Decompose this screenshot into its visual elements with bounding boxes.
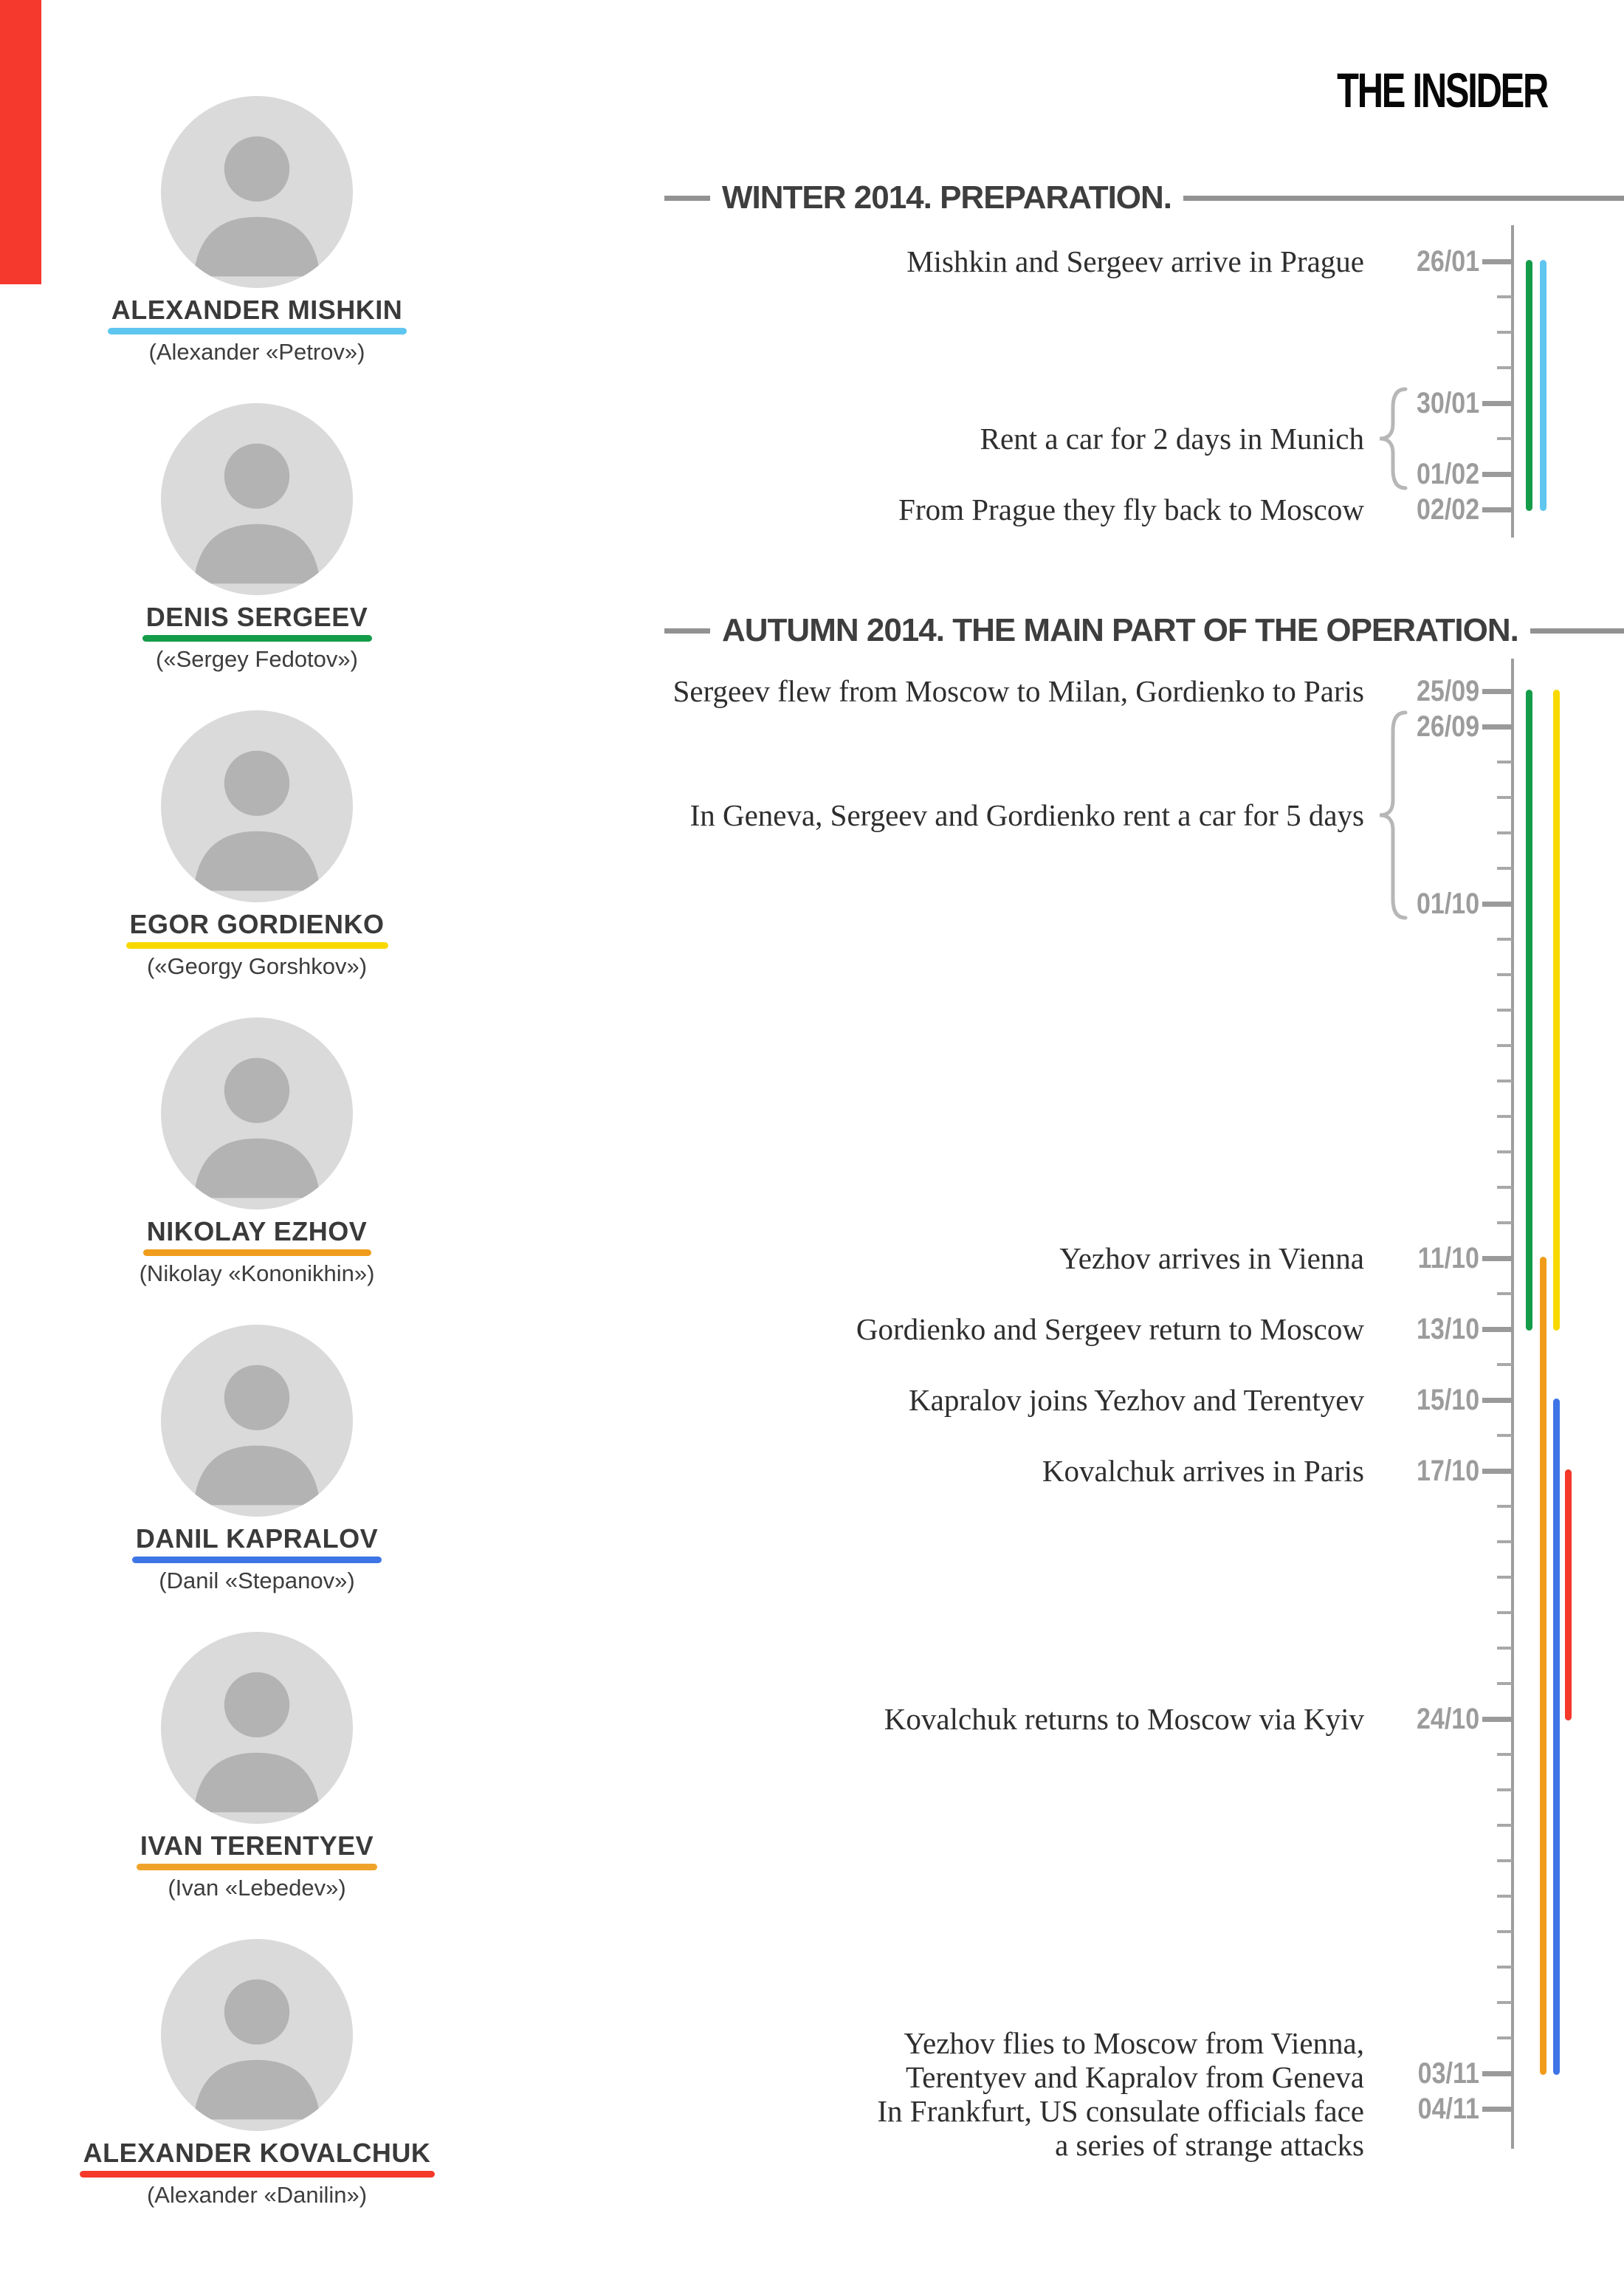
person-silhouette-icon [161, 1017, 353, 1209]
person-name: NIKOLAY EZHOV [146, 1216, 368, 1246]
date-label: 04/11 [1417, 2093, 1479, 2125]
brace-icon [1377, 387, 1408, 490]
person-alias: («Sergey Fedotov») [156, 646, 358, 672]
person-card [65, 96, 449, 367]
event-label-line: a series of strange attacks [1055, 2128, 1364, 2162]
person-underline [80, 2171, 435, 2178]
day-tick [1497, 938, 1513, 941]
person-photo [161, 1017, 353, 1209]
date-tick [1482, 472, 1513, 477]
person-alias: («Georgy Gorshkov») [146, 953, 368, 979]
date-tick [1482, 401, 1513, 406]
date-tick [1482, 1256, 1513, 1261]
person-silhouette-icon [161, 403, 353, 595]
person-underline [108, 328, 407, 334]
person-alias: (Nikolay «Kononikhin») [139, 1260, 375, 1286]
person-card [65, 403, 449, 674]
date-label: 13/10 [1416, 1313, 1479, 1345]
day-tick [1497, 796, 1513, 799]
day-tick [1497, 1150, 1513, 1153]
event-label [626, 798, 1364, 832]
event-label [626, 493, 1364, 526]
timeline-axis [1511, 659, 1514, 2149]
date-label: 26/01 [1416, 245, 1479, 278]
person-underline [142, 635, 372, 642]
day-tick [1497, 1753, 1513, 1756]
event-label-line: Kovalchuk returns to Moscow via Kyiv [884, 1702, 1364, 1736]
day-tick [1497, 831, 1513, 834]
timeline-axis [1511, 225, 1514, 538]
day-tick [1497, 331, 1513, 334]
the-insider-logo: THE INSIDER [1337, 63, 1547, 117]
header-rule-left [664, 196, 710, 201]
event-label-line: Gordienko and Sergeev return to Moscow [856, 1312, 1364, 1346]
person-name: ALEXANDER MISHKIN [111, 295, 403, 325]
day-tick [1497, 366, 1513, 369]
day-tick [1497, 2036, 1513, 2039]
date-tick [1482, 1717, 1513, 1722]
day-tick [1497, 973, 1513, 976]
person-name: IVAN TERENTYEV [140, 1830, 374, 1861]
person-underline [126, 942, 388, 949]
event-label-line: Sergeev flew from Moscow to Milan, Gordienko to Paris [672, 674, 1364, 708]
person-name: DENIS SERGEEV [145, 602, 368, 632]
person-card [65, 710, 449, 981]
date-tick [1482, 2071, 1513, 2076]
day-tick [1497, 1186, 1513, 1189]
event-label [626, 674, 1364, 708]
person-alias: (Alexander «Petrov») [148, 339, 365, 365]
person-alias: (Danil «Stepanov») [159, 1568, 355, 1593]
person-card [65, 1632, 449, 1903]
presence-bar [1540, 260, 1546, 511]
person-alias: (Alexander «Danilin») [146, 2182, 368, 2208]
day-tick [1497, 1363, 1513, 1366]
day-tick [1497, 761, 1513, 763]
event-label-line: From Prague they fly back to Moscow [898, 493, 1364, 526]
event-label-line: Mishkin and Sergeev arrive in Prague [906, 244, 1364, 278]
person-name: EGOR GORDIENKO [129, 909, 385, 939]
day-tick [1497, 1682, 1513, 1685]
event-label [626, 1383, 1364, 1417]
day-tick [1497, 1576, 1513, 1579]
person-alias: (Ivan «Lebedev») [168, 1875, 346, 1901]
person-silhouette-icon [161, 1632, 353, 1824]
event-label [626, 1454, 1364, 1488]
date-label: 30/01 [1416, 387, 1479, 419]
person-underline [137, 1864, 377, 1870]
event-label-line: Terentyev and Kapralov from Geneva [906, 2060, 1364, 2094]
day-tick [1497, 1115, 1513, 1118]
day-tick [1497, 2001, 1513, 2004]
presence-bar [1553, 1399, 1560, 2075]
section-title-winter: WINTER 2014. PREPARATION. [722, 179, 1172, 216]
presence-bar [1553, 690, 1560, 1331]
event-label-line: Kapralov joins Yezhov and Terentyev [909, 1383, 1364, 1417]
left-accent-bar [0, 0, 41, 284]
date-label: 01/10 [1416, 888, 1479, 920]
event-label [626, 1241, 1364, 1275]
date-label: 26/09 [1416, 710, 1479, 743]
day-tick [1497, 1611, 1513, 1614]
day-tick [1497, 1930, 1513, 1933]
person-name: DANIL KAPRALOV [135, 1523, 379, 1554]
day-tick [1497, 1895, 1513, 1898]
day-tick [1497, 867, 1513, 870]
person-silhouette-icon [161, 1325, 353, 1517]
date-label: 02/02 [1416, 493, 1479, 526]
date-label: 11/10 [1417, 1242, 1479, 1274]
presence-bar [1565, 1469, 1572, 1720]
date-tick [1482, 1398, 1513, 1403]
day-tick [1497, 1080, 1513, 1082]
header-rule-right [1530, 628, 1624, 634]
event-label [626, 422, 1364, 456]
event-label-line: Rent a car for 2 days in Munich [980, 422, 1364, 456]
person-silhouette-icon [161, 1939, 353, 2131]
date-label: 24/10 [1416, 1703, 1479, 1735]
event-label [626, 1702, 1364, 1736]
person-card [65, 1939, 449, 2210]
day-tick [1497, 1859, 1513, 1862]
event-label [626, 1312, 1364, 1346]
person-photo [161, 96, 353, 288]
date-label: 15/10 [1416, 1384, 1479, 1416]
date-tick [1482, 2107, 1513, 2112]
day-tick [1497, 1009, 1513, 1012]
presence-bar [1526, 260, 1532, 511]
event-label-line: Yezhov arrives in Vienna [1059, 1241, 1364, 1275]
date-label: 03/11 [1417, 2057, 1479, 2090]
day-tick [1497, 1966, 1513, 1969]
date-label: 01/02 [1416, 458, 1479, 490]
day-tick [1497, 1292, 1513, 1295]
date-tick [1482, 507, 1513, 512]
person-photo [161, 710, 353, 902]
day-tick [1497, 295, 1513, 298]
day-tick [1497, 1434, 1513, 1437]
person-name: ALEXANDER KOVALCHUK [83, 2138, 431, 2168]
date-tick [1482, 259, 1513, 264]
event-label-line: Kovalchuk arrives in Paris [1042, 1454, 1364, 1488]
person-underline [132, 1557, 382, 1563]
date-label: 17/10 [1416, 1455, 1479, 1487]
event-label [626, 2094, 1364, 2162]
day-tick [1497, 1647, 1513, 1650]
person-silhouette-icon [161, 96, 353, 288]
person-photo [161, 1325, 353, 1517]
person-photo [161, 1939, 353, 2131]
day-tick [1497, 1505, 1513, 1508]
date-tick [1482, 724, 1513, 730]
day-tick [1497, 1824, 1513, 1827]
person-silhouette-icon [161, 710, 353, 902]
date-tick [1482, 902, 1513, 907]
day-tick [1497, 1788, 1513, 1791]
event-label-line: Yezhov flies to Moscow from Vienna, [904, 2026, 1364, 2060]
day-tick [1497, 1540, 1513, 1543]
event-label-line: In Frankfurt, US consulate officials face [877, 2094, 1364, 2128]
date-tick [1482, 1327, 1513, 1332]
day-tick [1497, 1044, 1513, 1047]
header-rule-left [664, 628, 710, 634]
header-rule-right [1183, 196, 1624, 201]
event-label [626, 2026, 1364, 2094]
person-photo [161, 1632, 353, 1824]
person-photo [161, 403, 353, 595]
person-underline [143, 1249, 371, 1256]
brace-icon [1377, 710, 1408, 920]
presence-bar [1540, 1257, 1546, 2075]
person-card [65, 1017, 449, 1288]
date-label: 25/09 [1416, 675, 1479, 707]
presence-bar [1526, 690, 1532, 1331]
person-card [65, 1325, 449, 1596]
date-tick [1482, 689, 1513, 694]
date-tick [1482, 1469, 1513, 1474]
section-title-autumn: AUTUMN 2014. THE MAIN PART OF THE OPERATION. [722, 612, 1518, 648]
event-label-line: In Geneva, Sergeev and Gordienko rent a car for 5 days [689, 798, 1364, 832]
day-tick [1497, 437, 1513, 440]
section-header-winter [664, 176, 1624, 220]
day-tick [1497, 1221, 1513, 1224]
event-label [626, 244, 1364, 278]
section-header-autumn [664, 608, 1624, 653]
